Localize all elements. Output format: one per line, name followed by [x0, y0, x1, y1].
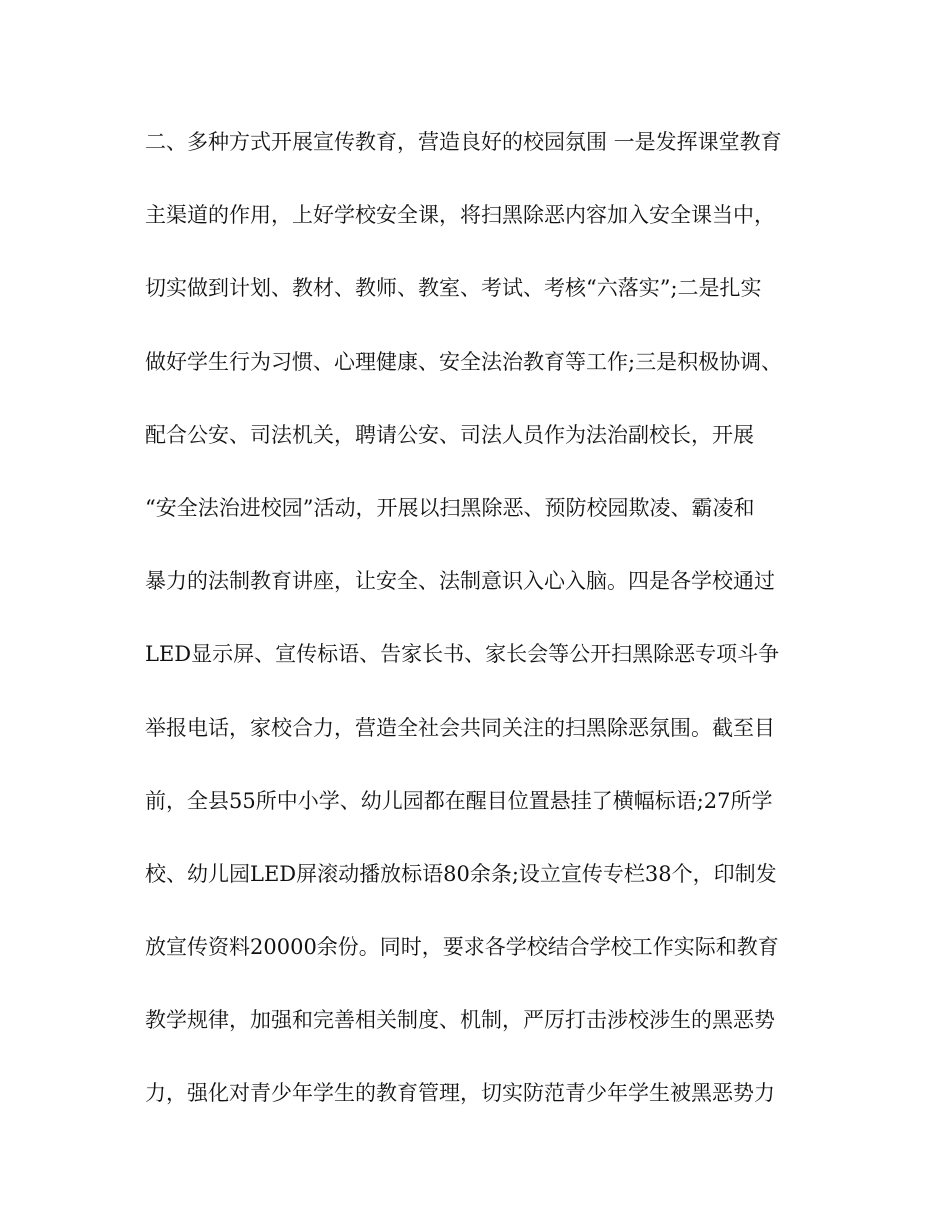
paragraph-line: 暴力的法制教育讲座，让安全、法制意识入心入脑。四是各学校通过: [145, 569, 775, 594]
body-paragraph: [145, 124, 815, 1149]
paragraph-line: 前，全县55所中小学、幼儿园都在醒目位置悬挂了横幅标语;27所学: [145, 788, 773, 813]
paragraph-line: 二、多种方式开展宣传教育，营造良好的校园氛围 一是发挥课堂教育: [145, 130, 782, 154]
paragraph-line: 校、幼儿园LED屏滚动播放标语80余条;设立宣传专栏38个，印制发: [145, 861, 777, 886]
paragraph-line: 做好学生行为习惯、心理健康、安全法治教育等工作;三是积极协调、: [145, 349, 783, 374]
paragraph-line: 力，强化对青少年学生的教育管理，切实防范青少年学生被黑恶势力: [145, 1081, 775, 1106]
paragraph-line: 放宣传资料20000余份。同时，要求各学校结合学校工作实际和教育: [145, 935, 779, 960]
paragraph-line: 切实做到计划、教材、教师、教室、考试、考核“六落实”;二是扎实: [145, 276, 762, 301]
paragraph-line: 配合公安、司法机关，聘请公安、司法人员作为法治副校长，开展: [145, 422, 754, 447]
paragraph-line: LED显示屏、宣传标语、告家长书、家长会等公开扫黑除恶专项斗争: [145, 642, 780, 667]
paragraph-line: “安全法治进校园”活动，开展以扫黑除恶、预防校园欺凌、霸凌和: [145, 495, 755, 520]
paragraph-line: 举报电话，家校合力，营造全社会共同关注的扫黑除恶氛围。截至目: [145, 715, 775, 740]
paragraph-line: 教学规律，加强和完善相关制度、机制，严厉打击涉校涉生的黑恶势: [145, 1008, 775, 1033]
paragraph-line: 主渠道的作用，上好学校安全课，将扫黑除恶内容加入安全课当中，: [145, 203, 775, 228]
